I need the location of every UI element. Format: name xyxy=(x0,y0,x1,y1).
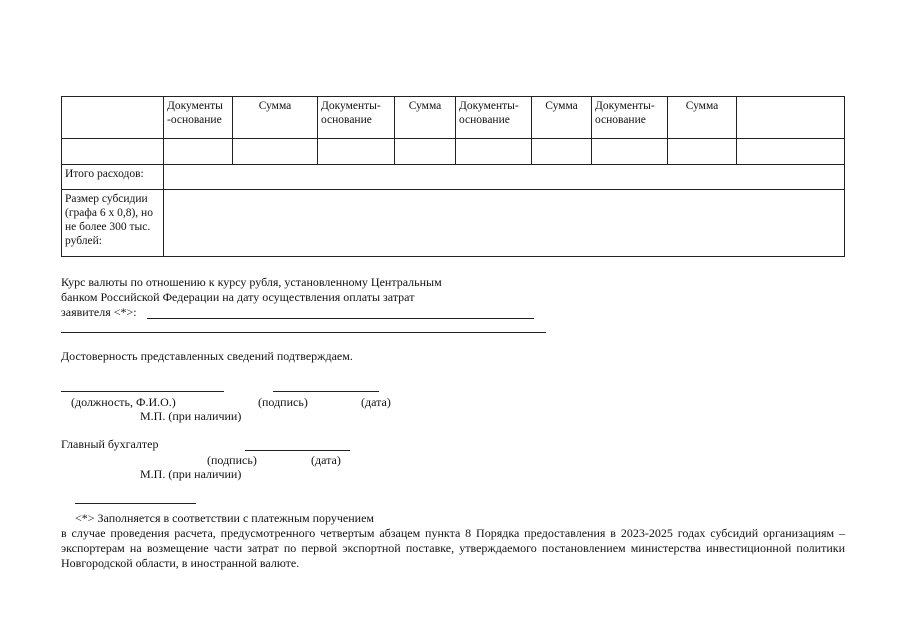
signature-caption: (подпись) xyxy=(258,395,308,409)
table-cell[interactable] xyxy=(737,139,845,165)
table-cell[interactable] xyxy=(62,139,164,165)
date-caption: (дата) xyxy=(361,395,391,409)
total-label: Итого расходов: xyxy=(62,165,164,190)
header-cell-empty xyxy=(62,97,164,139)
signature-underline[interactable] xyxy=(273,391,379,392)
accountant-date-caption: (дата) xyxy=(311,453,341,467)
chief-accountant-label: Главный бухгалтер xyxy=(61,437,159,451)
table-cell[interactable] xyxy=(668,139,737,165)
expense-table xyxy=(61,96,845,257)
header-cell-sum: Сумма xyxy=(532,97,592,139)
footnote-body: в случае проведения расчета, предусмотренного четвертым абзацем пункта 8 Порядка предоставления в 2023-2025 годах субсидий организациям – экспортерам на возмещение части затрат по первой экспортной поставке, утверждаемого постановлением министерства инвестиционной политики Новгородской области, в иностранной валюте. xyxy=(61,526,845,570)
confirm-statement: Достоверность представленных сведений подтверждаем. xyxy=(61,349,353,363)
table-header-row xyxy=(62,97,845,139)
table-cell[interactable] xyxy=(164,139,233,165)
accountant-stamp-caption: М.П. (при наличии) xyxy=(140,467,242,481)
header-cell-documents: Документы-основание xyxy=(318,97,395,139)
stamp-caption: М.П. (при наличии) xyxy=(140,409,242,423)
subsidy-row xyxy=(62,190,845,257)
total-row xyxy=(62,165,845,190)
currency-extra-underline[interactable] xyxy=(61,332,546,333)
currency-line-1: Курс валюты по отношению к курсу рубля, установленному Центральным xyxy=(61,275,442,289)
accountant-signature-underline[interactable] xyxy=(245,450,350,451)
header-cell-documents: Документы-основание xyxy=(456,97,532,139)
subsidy-label: Размер субсидии (графа 6 x 0,8), но не более 300 тыс. рублей: xyxy=(62,190,164,257)
table-cell[interactable] xyxy=(532,139,592,165)
header-cell-empty xyxy=(737,97,845,139)
total-value-cell[interactable] xyxy=(164,165,845,190)
table-cell[interactable] xyxy=(456,139,532,165)
position-underline[interactable] xyxy=(61,391,224,392)
footnote-first-line: <*> Заполняется в соответствии с платежным поручением xyxy=(75,511,375,525)
table-row xyxy=(62,139,845,165)
table-cell[interactable] xyxy=(318,139,395,165)
header-cell-documents: Документы -основание xyxy=(164,97,233,139)
header-cell-documents: Документы-основание xyxy=(592,97,668,139)
table-cell[interactable] xyxy=(395,139,456,165)
currency-line-3: заявителя <*>: xyxy=(61,305,137,319)
accountant-signature-caption: (подпись) xyxy=(207,453,257,467)
header-cell-sum: Сумма xyxy=(233,97,318,139)
table-cell[interactable] xyxy=(233,139,318,165)
header-cell-sum: Сумма xyxy=(395,97,456,139)
subsidy-value-cell[interactable] xyxy=(164,190,845,257)
header-cell-sum: Сумма xyxy=(668,97,737,139)
table-cell[interactable] xyxy=(592,139,668,165)
position-caption: (должность, Ф.И.О.) xyxy=(71,395,176,409)
currency-line-2: банком Российской Федерации на дату осуществления оплаты затрат xyxy=(61,290,415,304)
currency-value-underline[interactable] xyxy=(147,318,534,319)
footnote-separator xyxy=(75,503,196,504)
